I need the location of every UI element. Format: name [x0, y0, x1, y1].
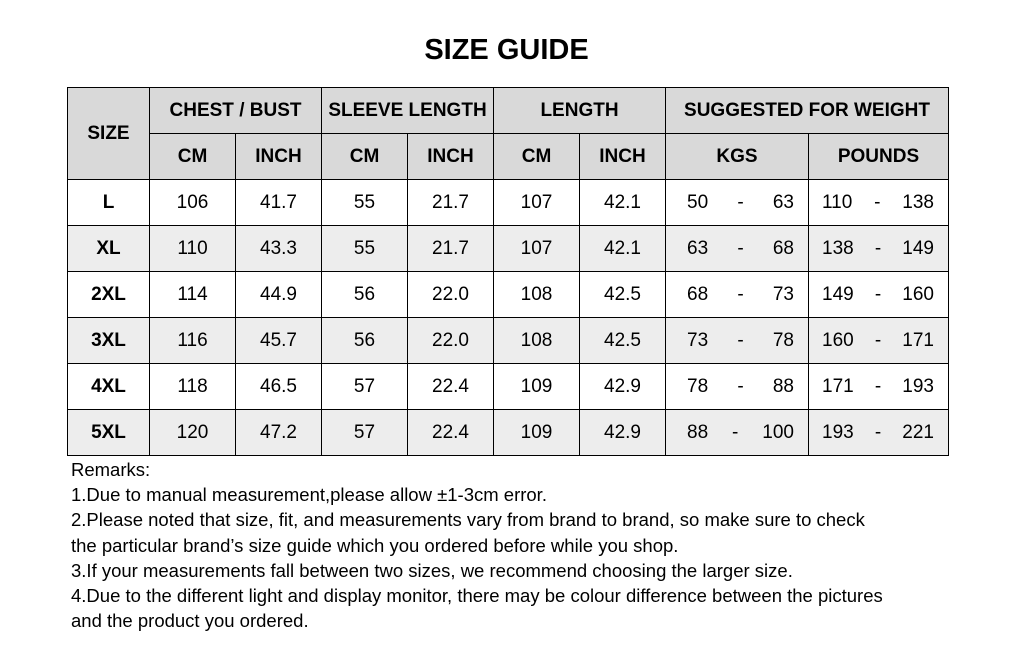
range-dash: - [874, 283, 882, 305]
sleeve-inch-cell: 22.0 [408, 318, 494, 364]
pounds-cell [809, 410, 949, 456]
chest-inch-cell: 47.2 [236, 410, 322, 456]
sleeve-cm-cell: 56 [322, 272, 408, 318]
pounds-cell [809, 226, 949, 272]
chest-inch-cell: 44.9 [236, 272, 322, 318]
remarks [71, 457, 971, 633]
length-cm-cell: 107 [494, 226, 580, 272]
lb-min: 171 [822, 375, 854, 397]
header-row-2 [68, 134, 949, 180]
chest-cm-cell: 118 [150, 364, 236, 410]
header-chest-cm: CM [150, 134, 236, 180]
remark-line: 2.Please noted that size, fit, and measurements vary from brand to brand, so make sure to check [71, 509, 865, 531]
sleeve-cm-cell: 57 [322, 364, 408, 410]
header-row-1 [68, 88, 949, 134]
header-size: SIZE [68, 88, 150, 180]
range-dash: - [737, 329, 744, 351]
kg-min: 50 [687, 191, 709, 213]
range-dash: - [874, 421, 882, 443]
remarks-heading: Remarks: [71, 459, 151, 480]
kgs-cell [666, 272, 809, 318]
range-dash: - [874, 329, 882, 351]
size-cell: 5XL [68, 410, 150, 456]
pounds-cell [809, 180, 949, 226]
table-row [68, 410, 949, 456]
lb-max: 193 [902, 375, 934, 397]
range-dash: - [737, 191, 744, 213]
remark-line: 3.If your measurements fall between two sizes, we recommend choosing the larger size. [71, 559, 793, 581]
header-kgs: KGS [666, 134, 809, 180]
kgs-cell [666, 226, 809, 272]
lb-max: 171 [902, 329, 934, 351]
table-row [68, 180, 949, 226]
pounds-cell [809, 272, 949, 318]
remark-line: the particular brand’s size guide which you ordered before while you shop. [71, 534, 679, 556]
range-dash: - [732, 421, 739, 443]
header-length-inch: INCH [580, 134, 666, 180]
length-cm-cell: 108 [494, 272, 580, 318]
length-cm-cell: 108 [494, 318, 580, 364]
lb-max: 149 [902, 237, 934, 259]
sleeve-cm-cell: 55 [322, 180, 408, 226]
range-dash: - [874, 375, 882, 397]
chest-cm-cell: 106 [150, 180, 236, 226]
length-cm-cell: 109 [494, 410, 580, 456]
lb-min: 138 [822, 237, 854, 259]
kg-min: 68 [687, 283, 709, 305]
header-weight: SUGGESTED FOR WEIGHT [666, 88, 949, 134]
lb-max: 221 [902, 421, 934, 443]
header-length-cm: CM [494, 134, 580, 180]
range-dash: - [737, 375, 744, 397]
remark-line: 4.Due to the different light and display monitor, there may be colour difference between the pictures [71, 585, 883, 607]
remark-line: 1.Due to manual measurement,please allow ±1-3cm error. [71, 484, 547, 506]
chest-inch-cell: 43.3 [236, 226, 322, 272]
kgs-cell [666, 364, 809, 410]
size-cell: 2XL [68, 272, 150, 318]
kgs-cell [666, 410, 809, 456]
header-sleeve: SLEEVE LENGTH [322, 88, 494, 134]
header-sleeve-cm: CM [322, 134, 408, 180]
sleeve-inch-cell: 21.7 [408, 180, 494, 226]
sleeve-cm-cell: 55 [322, 226, 408, 272]
sleeve-cm-cell: 57 [322, 410, 408, 456]
lb-min: 110 [822, 191, 853, 213]
range-dash: - [737, 237, 744, 259]
chest-cm-cell: 120 [150, 410, 236, 456]
table-row [68, 272, 949, 318]
chest-cm-cell: 116 [150, 318, 236, 364]
kg-max: 68 [772, 237, 794, 259]
table-row [68, 364, 949, 410]
range-dash: - [737, 283, 744, 305]
kg-max: 88 [772, 375, 794, 397]
sleeve-cm-cell: 56 [322, 318, 408, 364]
header-chest: CHEST / BUST [150, 88, 322, 134]
sleeve-inch-cell: 22.4 [408, 410, 494, 456]
kgs-cell [666, 180, 809, 226]
range-dash: - [874, 191, 881, 213]
table-row [68, 318, 949, 364]
length-inch-cell: 42.5 [580, 272, 666, 318]
header-chest-inch: INCH [236, 134, 322, 180]
length-inch-cell: 42.1 [580, 180, 666, 226]
length-cm-cell: 109 [494, 364, 580, 410]
page-title: SIZE GUIDE [424, 34, 589, 66]
sleeve-inch-cell: 22.0 [408, 272, 494, 318]
lb-min: 149 [822, 283, 854, 305]
chest-inch-cell: 41.7 [236, 180, 322, 226]
chest-inch-cell: 45.7 [236, 318, 322, 364]
lb-max: 138 [902, 191, 934, 213]
sleeve-inch-cell: 21.7 [408, 226, 494, 272]
kgs-cell [666, 318, 809, 364]
size-cell: L [68, 180, 150, 226]
length-inch-cell: 42.5 [580, 318, 666, 364]
header-pounds: POUNDS [809, 134, 949, 180]
pounds-cell [809, 318, 949, 364]
kg-min: 88 [687, 421, 709, 443]
kg-min: 73 [687, 329, 709, 351]
lb-min: 160 [822, 329, 854, 351]
pounds-cell [809, 364, 949, 410]
kg-max: 73 [772, 283, 794, 305]
chest-cm-cell: 110 [150, 226, 236, 272]
lb-max: 160 [902, 283, 934, 305]
table-row [68, 226, 949, 272]
length-cm-cell: 107 [494, 180, 580, 226]
size-table [67, 87, 949, 456]
kg-max: 100 [762, 421, 794, 443]
range-dash: - [874, 237, 882, 259]
size-cell: 4XL [68, 364, 150, 410]
chest-inch-cell: 46.5 [236, 364, 322, 410]
lb-min: 193 [822, 421, 854, 443]
size-cell: XL [68, 226, 150, 272]
length-inch-cell: 42.9 [580, 364, 666, 410]
remark-line: and the product you ordered. [71, 610, 309, 632]
kg-min: 78 [687, 375, 709, 397]
kg-min: 63 [687, 237, 709, 259]
kg-max: 78 [772, 329, 794, 351]
chest-cm-cell: 114 [150, 272, 236, 318]
kg-max: 63 [772, 191, 794, 213]
header-sleeve-inch: INCH [408, 134, 494, 180]
length-inch-cell: 42.9 [580, 410, 666, 456]
sleeve-inch-cell: 22.4 [408, 364, 494, 410]
length-inch-cell: 42.1 [580, 226, 666, 272]
size-cell: 3XL [68, 318, 150, 364]
header-length: LENGTH [494, 88, 666, 134]
